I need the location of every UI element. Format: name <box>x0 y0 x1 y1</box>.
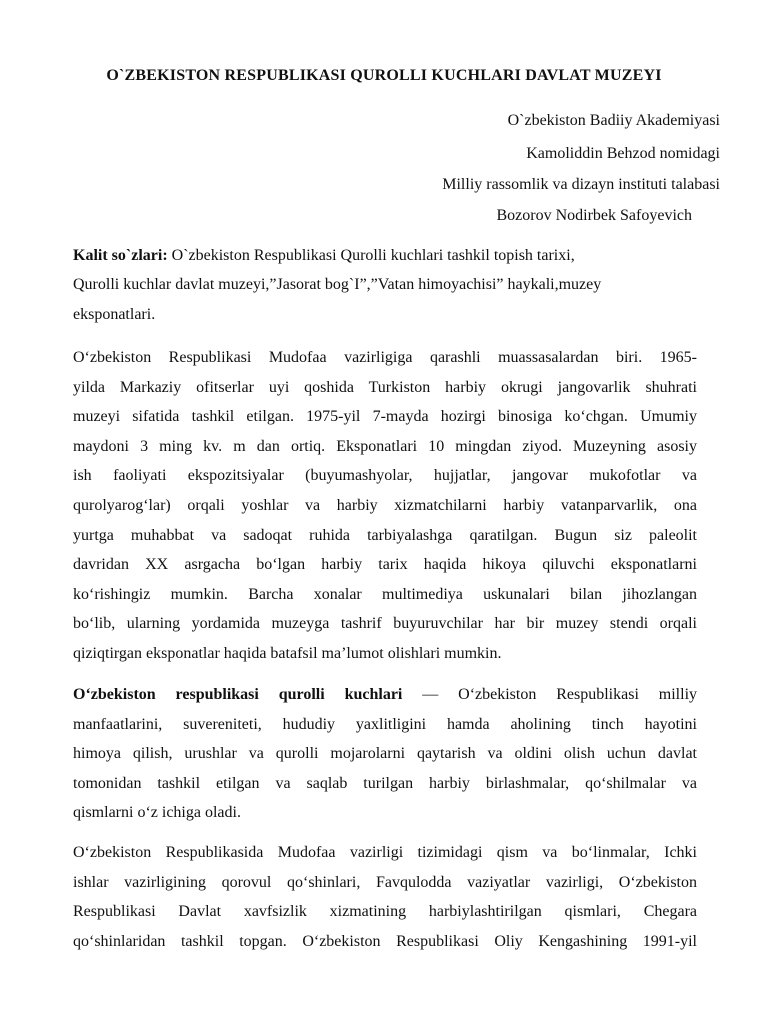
paragraph-line: Respublikasi Davlat xavfsizlik xizmatining harbiylashtirilgan qismlari, Chegara <box>73 903 697 921</box>
paragraph-line: himoya qilish, urushlar va qurolli mojarolarni qaytarish va oldini olish uchun davlat <box>73 745 697 763</box>
paragraph-line: yurtga muhabbat va sadoqat ruhida tarbiyalashga qaratilgan. Bugun siz paleolit <box>73 526 697 544</box>
definition-text: — O‘zbekiston Respublikasi milliy <box>402 686 697 703</box>
paragraph-line: O‘zbekiston Respublikasida Mudofaa vazirligi tizimidagi qism va bo‘linmalar, Ichki <box>73 844 697 861</box>
paragraph-line: muzeyi sifatida tashkil etilgan. 1975-yil 7-mayda hozirgi binosiga ko‘chgan. Umumiy <box>73 408 697 426</box>
keywords-line: eksponatlari. <box>73 305 156 323</box>
paragraph-line: yilda Markaziy ofitserlar uyi qoshida Turkiston harbiy okrugi jangovarlik shuhrati <box>73 378 697 396</box>
definition-term: O‘zbekiston respublikasi qurolli kuchlari <box>73 686 403 703</box>
paragraph-line: maydoni 3 ming kv. m dan ortiq. Eksponatlari 10 mingdan ziyod. Muzeyning asosiy <box>73 437 697 455</box>
paragraph-line: ko‘rishingiz mumkin. Barcha xonalar multimediya uskunalari bilan jihozlangan <box>73 585 697 603</box>
paragraph-line: qismlarni o‘z ichiga oladi. <box>73 804 241 822</box>
paragraph-line: O‘zbekiston Respublikasi Mudofaa vazirligiga qarashli muassasalardan biri. 1965- <box>73 349 697 366</box>
paragraph-museum-history <box>73 343 697 669</box>
keywords-label: Kalit so`zlari: <box>73 247 168 264</box>
keywords-line: Qurolli kuchlar davlat muzeyi,”Jasorat bog`I”,”Vatan himoyachisi” haykali,muzey <box>73 276 602 294</box>
author-line-behzod: Kamoliddin Behzod nomidagi <box>526 145 720 162</box>
author-line-institute: Milliy rassomlik va dizayn instituti talabasi <box>442 176 720 193</box>
paragraph-line <box>73 680 697 710</box>
paragraph-armed-forces-composition <box>73 838 697 956</box>
paragraph-line: bo‘lib, ularning yordamida muzeyga tashrif buyuruvchilar har bir muzey stendi orqali <box>73 615 697 633</box>
paragraph-armed-forces-definition <box>73 680 697 828</box>
author-line-academy: O`zbekiston Badiiy Akademiyasi <box>507 112 720 129</box>
document-title: O`ZBEKISTON RESPUBLIKASI QUROLLI KUCHLARI DAVLAT MUZEYI <box>106 67 662 84</box>
keywords-block <box>73 241 697 329</box>
keywords-text: O`zbekiston Respublikasi Qurolli kuchlari tashkil topish tarixi, <box>167 247 575 264</box>
paragraph-line: davridan XX asrgacha bo‘lgan harbiy tarix haqida hikoya qiluvchi eksponatlarni <box>73 556 697 574</box>
paragraph-line: ishlar vazirligining qorovul qo‘shinlari, Favqulodda vaziyatlar vazirligi, O‘zbekiston <box>73 873 697 891</box>
paragraph-line: qo‘shinlaridan tashkil topgan. O‘zbekiston Respublikasi Oliy Kengashining 1991-yil <box>73 932 697 950</box>
paragraph-line: qurolyarog‘lar) orqali yoshlar va harbiy xizmatchilarni harbiy vatanparvarlik, ona <box>73 496 697 514</box>
keywords-line <box>73 241 697 270</box>
paragraph-line: qiziqtirgan eksponatlar haqida batafsil ma’lumot olishlari mumkin. <box>73 644 502 662</box>
author-line-name: Bozorov Nodirbek Safoyevich <box>496 207 692 224</box>
paragraph-line: manfaatlarini, suvereniteti, hududiy yaxlitligini hamda aholining tinch hayotini <box>73 715 697 733</box>
paragraph-line: ish faoliyati ekspozitsiyalar (buyumashyolar, hujjatlar, jangovar mukofotlar va <box>73 467 697 485</box>
paragraph-line: tomonidan tashkil etilgan va saqlab turilgan harbiy birlashmalar, qo‘shilmalar va <box>73 774 697 792</box>
